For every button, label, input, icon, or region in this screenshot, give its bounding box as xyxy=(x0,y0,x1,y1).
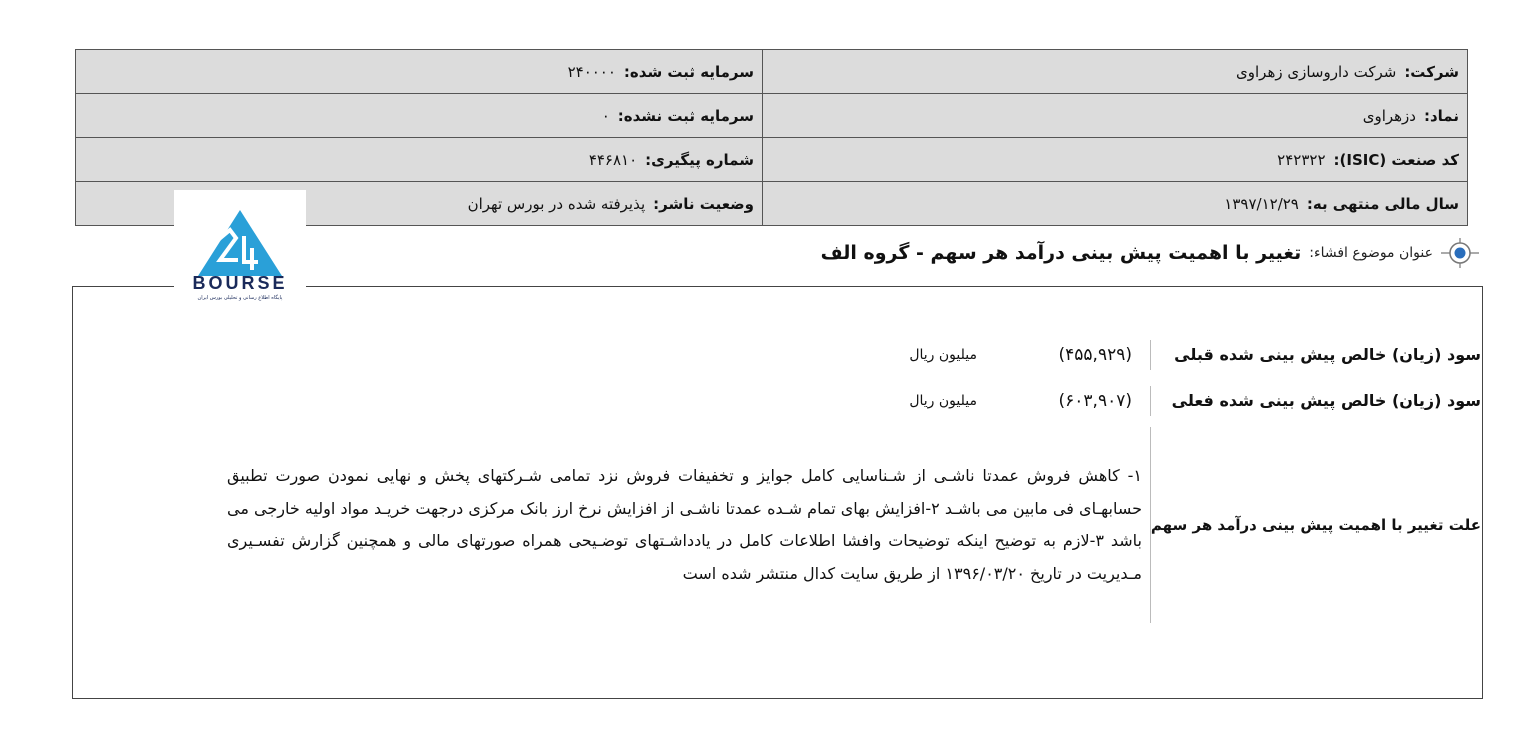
current-forecast-unit: میلیون ریال xyxy=(909,393,977,409)
current-forecast-label: سود (زیان) خالص پیش بینی شده فعلی xyxy=(1150,386,1481,416)
subject-title: تغییر با اهمیت پیش بینی درآمد هر سهم - گروه الف xyxy=(820,242,1302,264)
publisher-status-value: پذیرفته شده در بورس تهران xyxy=(467,194,646,213)
company-cell xyxy=(763,50,1468,94)
current-forecast-value: (۶۰۳,۹۰۷) xyxy=(1058,391,1132,411)
symbol-label: نماد: xyxy=(1423,106,1459,125)
logo-subtitle: پایگاه اطلاع رسانی و تحلیلی بورس ایران xyxy=(197,295,283,301)
publisher-status-label: وضعیت ناشر: xyxy=(653,194,754,213)
info-row xyxy=(76,138,1468,182)
isic-label: کد صنعت (ISIC): xyxy=(1333,150,1459,169)
unregistered-capital-label: سرمایه ثبت نشده: xyxy=(617,106,754,125)
registered-capital-value: ۲۴۰۰۰۰ xyxy=(567,62,616,81)
change-reason-label: علت تغییر با اهمیت پیش بینی درآمد هر سهم xyxy=(1150,427,1481,623)
unregistered-capital-cell xyxy=(76,94,763,138)
isic-cell xyxy=(763,138,1468,182)
subject-label: عنوان موضوع افشاء: xyxy=(1309,245,1433,261)
info-row xyxy=(76,94,1468,138)
symbol-cell xyxy=(763,94,1468,138)
previous-forecast-value: (۴۵۵,۹۲۹) xyxy=(1058,345,1132,365)
previous-forecast-label: سود (زیان) خالص پیش بینی شده قبلی xyxy=(1150,340,1481,370)
logo-triangle-icon xyxy=(174,190,306,280)
bourse-logo xyxy=(174,190,306,310)
target-icon xyxy=(1441,238,1479,268)
logo-wordmark: BOURSE xyxy=(192,273,288,293)
fiscal-year-cell xyxy=(763,182,1468,226)
current-forecast-row xyxy=(909,386,1481,416)
tracking-number-cell xyxy=(76,138,763,182)
registered-capital-label: سرمایه ثبت شده: xyxy=(623,62,754,81)
change-reason-row xyxy=(227,427,1481,623)
previous-forecast-unit: میلیون ریال xyxy=(909,347,977,363)
fiscal-year-label: سال مالی منتهی به: xyxy=(1306,194,1459,213)
company-label: شرکت: xyxy=(1404,62,1459,81)
tracking-number-label: شماره پیگیری: xyxy=(645,150,754,169)
symbol-value: دزهراوی xyxy=(1362,106,1416,125)
company-value: شرکت داروسازی زهراوی xyxy=(1236,62,1397,81)
registered-capital-cell xyxy=(76,50,763,94)
isic-value: ۲۴۲۳۲۲ xyxy=(1277,150,1326,169)
change-reason-text: ۱- کاهش فروش عمدتا ناشـی از شـناسایی کامل جوایز و تخفیفات فروش نزد تمامی شـرکتهای پخش و نهایی نمودن صورت تطبیق حسابهـای فی مابین می باشـد ۲-افزایش بهای تمام شـده عمدتا ناشـی از افزایش نرخ ارز بانک مرکزی درجهت خریـد مواد اولیه خارجی می باشد ۳-لازم به توضیح اینکه توضیحات وافشا اطلاعات کامل در یادداشـتهای توضـیحی همراه صورتهای مالی و همچنین گزارش تفسـیری مـدیریت در تاریخ ۱۳۹۶/۰۳/۲۰ از طریق سایت کدال منتشر شده است xyxy=(227,466,1143,583)
previous-forecast-row xyxy=(909,340,1481,370)
info-row xyxy=(76,50,1468,94)
fiscal-year-value: ۱۳۹۷/۱۲/۲۹ xyxy=(1224,194,1299,213)
unregistered-capital-value: ۰ xyxy=(601,106,610,125)
tracking-number-value: ۴۴۶۸۱۰ xyxy=(588,150,638,169)
disclosure-title-row xyxy=(821,238,1479,268)
